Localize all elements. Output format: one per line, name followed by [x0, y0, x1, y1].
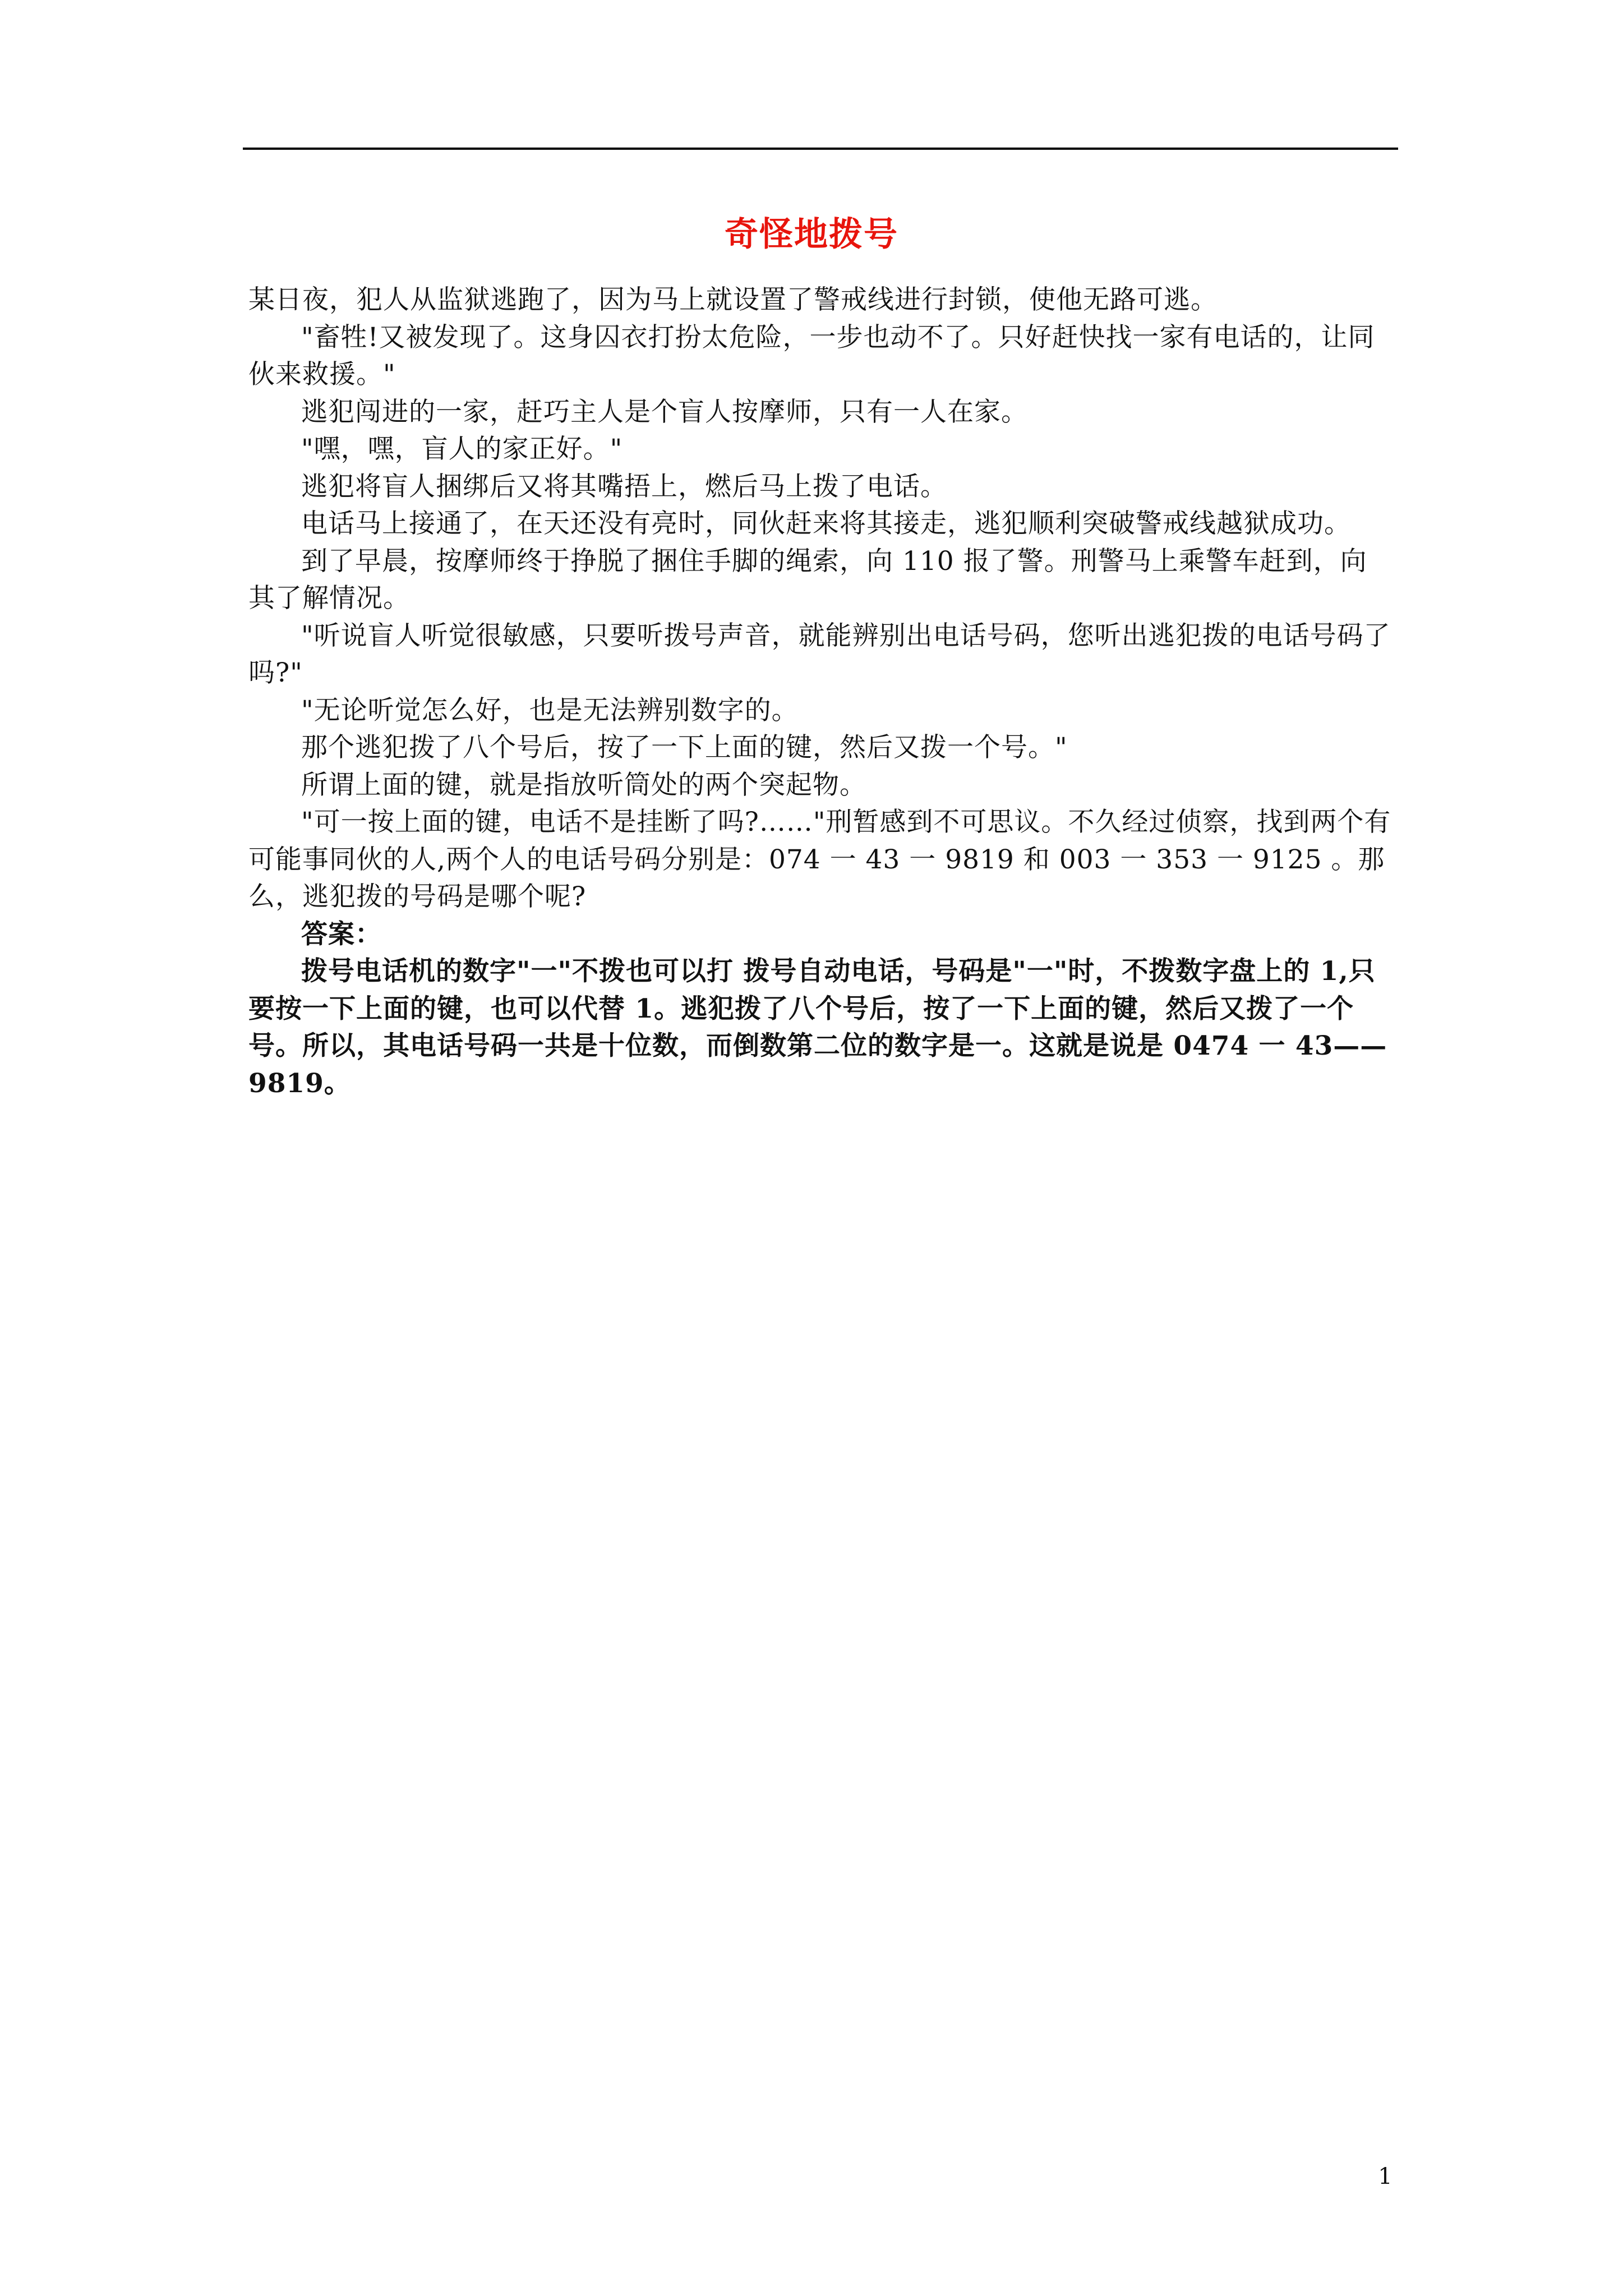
answer-label: 答案：: [301, 918, 382, 950]
document-title: 奇怪地拨号: [725, 215, 898, 254]
answer-text: 拨号电话机的数字"一"不拨也可以打 拨号自动电话，号码是"一"时，不拨数字盘上的 1,只要按一下上面的键，也可以代替 1。逃犯拨了八个号后，按了一下上面的键，然后又拨了一个号。所以，其电话号码一共是十位数，而倒数第二位的数字是一。这就是说是 0474 一 43——9819。: [248, 956, 1387, 1099]
paragraph-2: "畜牲!又被发现了。这身囚衣打扮太危险，一步也动不了。只好赶快找一家有电话的，让同伙来救援。": [248, 321, 1375, 390]
paragraph-6: 电话马上接通了，在天还没有亮时，同伙赶来将其接走，逃犯顺利突破警戒线越狱成功。: [301, 508, 1351, 539]
paragraph-11: 所谓上面的键，就是指放听筒处的两个突起物。: [301, 769, 866, 800]
paragraph-12: "可一按上面的键，电话不是挂断了吗?……"刑暂感到不可思议。不久经过侦察，找到两个有可能事同伙的人,两个人的电话号码分别是：074 一 43 一 9819 和 003 一 353 一 9125 。那么，逃犯拨的号码是哪个呢?: [248, 807, 1391, 912]
paragraph-5: 逃犯将盲人捆绑后又将其嘴捂上，燃后马上拨了电话。: [301, 471, 947, 502]
paragraph-3: 逃犯闯进的一家，赶巧主人是个盲人按摩师，只有一人在家。: [301, 396, 1028, 427]
paragraph-4: "嘿，嘿，盲人的家正好。": [301, 434, 623, 464]
header-rule: [243, 148, 1398, 150]
paragraph-8: "听说盲人听觉很敏感，只要听拨号声音，就能辨别出电话号码，您听出逃犯拨的电话号码了吗?": [248, 620, 1391, 688]
paragraph-1: 某日夜，犯人从监狱逃跑了，因为马上就设置了警戒线进行封锁，使他无路可逃。: [248, 284, 1218, 315]
document-body: [248, 282, 1393, 1102]
page-number: 1: [1378, 2164, 1393, 2189]
paragraph-10: 那个逃犯拨了八个号后，按了一下上面的键，然后又拨一个号。": [301, 732, 1068, 763]
paragraph-7: 到了早晨，按摩师终于挣脱了捆住手脚的绳索，向 110 报了警。刑警马上乘警车赶到，向其了解情况。: [248, 545, 1367, 614]
paragraph-9: "无论听觉怎么好，也是无法辨别数字的。: [301, 694, 799, 726]
